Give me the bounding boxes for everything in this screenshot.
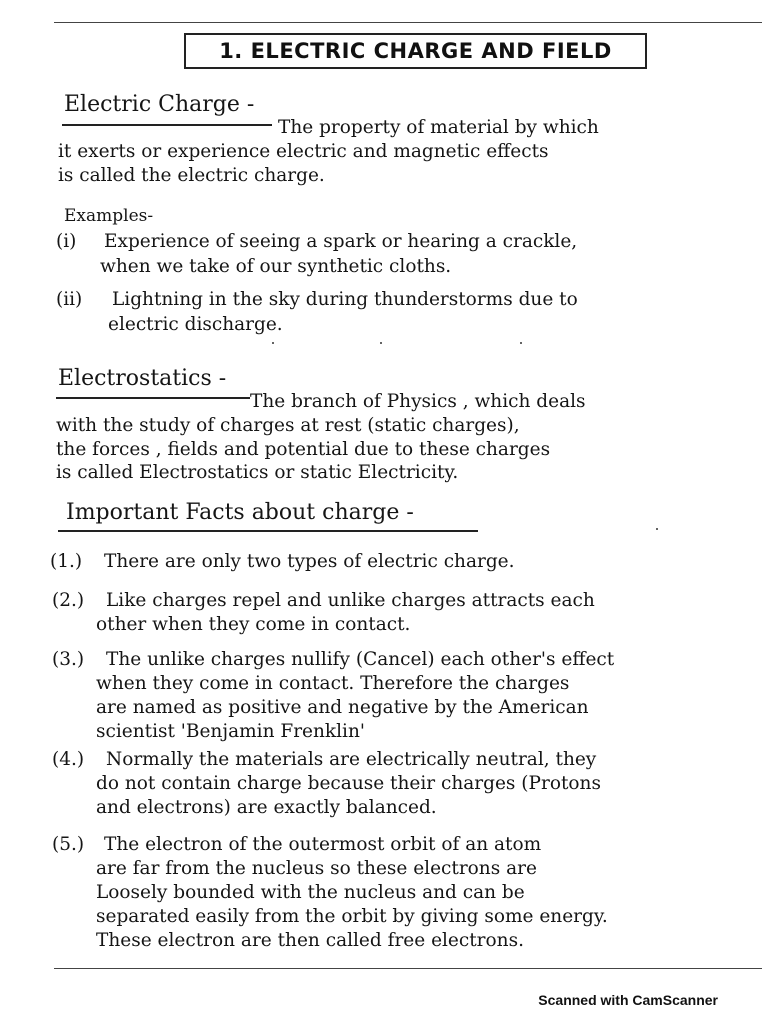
fact-line: These electron are then called free electrons.	[96, 930, 524, 951]
scan-dot	[380, 342, 382, 344]
important-facts-heading: Important Facts about charge -	[66, 500, 414, 525]
electrostatics-heading: Electrostatics -	[58, 366, 227, 391]
electrostatics-definition-line: with the study of charges at rest (static charges),	[56, 415, 520, 436]
fact-marker: (2.)	[52, 590, 85, 611]
fact-line: The electron of the outermost orbit of an atom	[104, 834, 542, 855]
fact-line: separated easily from the orbit by giving some energy.	[96, 906, 608, 927]
fact-line: are far from the nucleus so these electrons are	[96, 858, 537, 879]
important-facts-underline	[58, 530, 478, 532]
fact-line: and electrons) are exactly balanced.	[96, 797, 437, 818]
fact-line: Normally the materials are electrically neutral, they	[106, 749, 597, 770]
fact-line: Loosely bounded with the nucleus and can be	[96, 882, 525, 903]
example-line: Experience of seeing a spark or hearing a crackle,	[104, 231, 578, 252]
fact-line: The unlike charges nullify (Cancel) each other's effect	[106, 649, 615, 670]
example-line: when we take of our synthetic cloths.	[100, 256, 452, 277]
electric-charge-definition-line: it exerts or experience electric and magnetic effects	[58, 141, 549, 162]
electric-charge-heading: Electric Charge -	[64, 92, 255, 117]
electrostatics-definition-line: The branch of Physics , which deals	[250, 391, 586, 412]
fact-line: There are only two types of electric charge.	[104, 551, 515, 572]
scan-dot	[656, 528, 658, 530]
fact-marker: (5.)	[52, 834, 85, 855]
fact-line: Like charges repel and unlike charges attracts each	[106, 590, 595, 611]
fact-line: are named as positive and negative by the American	[96, 697, 589, 718]
fact-marker: (4.)	[52, 749, 85, 770]
electric-charge-definition-line: is called the electric charge.	[58, 165, 325, 186]
example-line: Lightning in the sky during thunderstorms due to	[112, 289, 578, 310]
page-title: 1. ELECTRIC CHARGE AND FIELD	[184, 33, 647, 69]
fact-line: when they come in contact. Therefore the charges	[96, 673, 570, 694]
scan-dot	[520, 342, 522, 344]
electrostatics-definition-line: is called Electrostatics or static Electricity.	[56, 462, 459, 483]
electrostatics-underline	[56, 397, 250, 399]
electric-charge-definition-line: The property of material by which	[278, 117, 599, 138]
fact-line: other when they come in contact.	[96, 614, 411, 635]
examples-label: Examples-	[64, 206, 154, 226]
top-rule	[54, 22, 762, 23]
fact-marker: (3.)	[52, 649, 85, 670]
camscanner-watermark: Scanned with CamScanner	[538, 992, 718, 1008]
fact-line: do not contain charge because their charges (Protons	[96, 773, 601, 794]
bottom-rule	[54, 968, 762, 969]
fact-marker: (1.)	[50, 551, 83, 572]
fact-line: scientist 'Benjamin Frenklin'	[96, 721, 365, 742]
example-marker: (ii)	[56, 289, 83, 310]
example-marker: (i)	[56, 231, 77, 252]
electrostatics-definition-line: the forces , fields and potential due to these charges	[56, 439, 551, 460]
electric-charge-underline	[62, 124, 272, 126]
scan-dot	[272, 342, 274, 344]
example-line: electric discharge.	[108, 314, 283, 335]
